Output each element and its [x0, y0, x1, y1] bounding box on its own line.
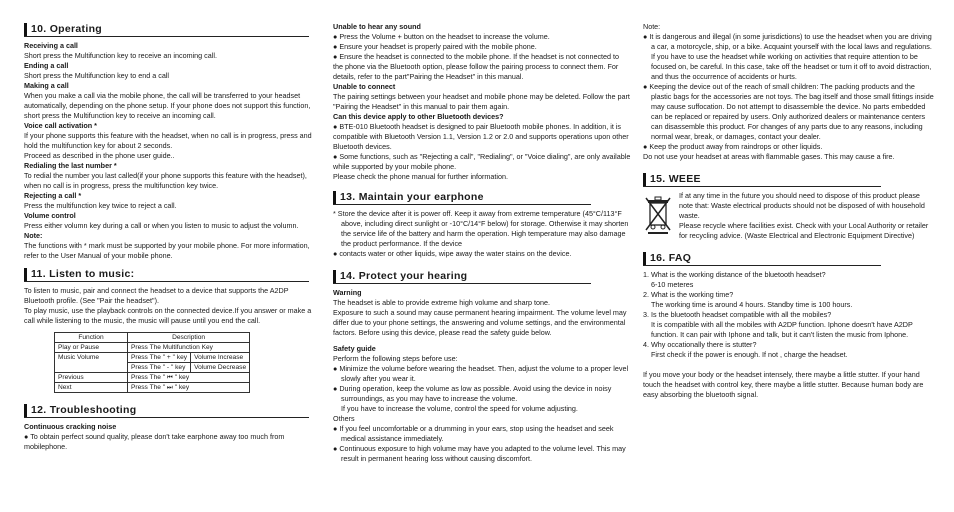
reject-text: Press the multifunction key twice to reject a call. [24, 201, 177, 210]
section-12-header [24, 403, 309, 418]
receiving-text: Short press the Multifunction key to receive an incoming call. [24, 51, 217, 60]
safety-bullet-2: ● During operation, keep the volume as low as possible. Avoid using the device in noisy surroundings, as you may have to increase the volume. [333, 384, 612, 403]
column-1 [24, 22, 319, 452]
safety-text-2: If you have to increase the volume, control the speed for volume adjusting. [341, 404, 578, 413]
faq-question-3: 3. Is the bluetooth headset compatible with all the mobiles? [643, 310, 832, 319]
receiving-heading: Receiving a call [24, 41, 78, 50]
weee-text-1: If at any time in the future you should need to dispose of this product please note that: Waste electrical products should not be disposed of with household waste. [679, 191, 925, 220]
volume-heading: Volume control [24, 211, 76, 220]
note-bullet-1: ● It is dangerous and illegal (in some jurisdictions) to use the headset when you are driving a car, a motorcycle, ship, or a bike. Acquaint yourself with the local laws and regulations. If you have to use the headset while working on activities that require attention to be focused on, be careful. In this case, take off the headset or turn it off to avoid distraction, and thus the occurrence of accidents or hurts. [643, 32, 932, 81]
note-heading: Note: [643, 22, 661, 31]
section-13-header [333, 190, 591, 205]
others-bullet-1: ● If you feel uncomfortable or a drumming in your ears, stop using the headset and seek medical assistance immediately. [333, 424, 614, 443]
column-3 [643, 22, 935, 400]
table-cell: Volume Decrease [191, 363, 250, 373]
table-cell: Play or Pause [55, 343, 128, 353]
table-cell: Press The " ⏮ " key [128, 373, 250, 383]
maintain-bullet-1: * Store the device after it is power off. Keep it away from extreme temperature (45°C/113°F above, including direct sunlight or -10°C/14°F below) for storage. Otherwise it may shorten the service life of the battery and harm the operation. High temperature may also damage the product performance. If the device [333, 209, 629, 248]
voice-text-2: Proceed as described in the phone user guide.. [24, 151, 175, 160]
faq-answer-3: It is compatible with all the mobiles with A2DP function. Iphone doesn't have A2DP function. It can pair with Iphone and talk, but it can't listen the music from Iphone. [651, 320, 913, 339]
music-text-1: To listen to music, pair and connect the headset to a device that supports the A2DP Bluetooth profile. (See "Pair the headset"). [24, 286, 289, 305]
section-16-header [643, 251, 881, 266]
section-13-title: 13. Maintain your earphone [340, 191, 484, 203]
apply-text: Please check the phone manual for further information. [333, 172, 508, 181]
volume-text: Press either volumn key during a call or when you listen to music to adjust the volumn. [24, 221, 299, 230]
section-14-title: 14. Protect your hearing [340, 270, 468, 282]
apply-bullet-1: ● BTE-010 Bluetooth headset is designed to pair Bluetooth mobile phones. In addition, it is compatible with Bluetooth Version 1.1, Version 1.2 or 2.0 and supports operations upon other Bluetooth devices. [333, 122, 629, 151]
table-cell: Next [55, 383, 128, 393]
maintain-bullet-2: ● contacts water or other liquids, wipe away the water stains on the device. [333, 249, 572, 258]
section-10-header [24, 22, 309, 37]
table-cell: Volume Increase [191, 353, 250, 363]
crack-heading: Continuous cracking noise [24, 422, 117, 431]
safety-text: Perform the following steps before use: [333, 354, 458, 363]
faq-question-1: 1. What is the working distance of the bluetooth headset? [643, 270, 826, 279]
section-14-header [333, 269, 591, 284]
weee-bin-icon [643, 195, 679, 241]
ending-heading: Ending a call [24, 61, 69, 70]
note-bullet-3: ● Keep the product away from raindrops or other liquids. [643, 142, 823, 151]
weee-block [643, 191, 935, 241]
making-heading: Making a call [24, 81, 69, 90]
others-heading: Others [333, 414, 355, 423]
crack-text: ● To obtain perfect sound quality, please don't take earphone away too much from mobilephone. [24, 432, 285, 451]
table-cell: Previous [55, 373, 128, 383]
others-bullet-2: ● Continuous exposure to high volume may have you adapted to the volume level. This may result in permanent hearing loss without causing discomfort. [333, 444, 626, 463]
connect-text: The pairing settings between your headset and mobile phone may be deleted. Follow the part "Pairing the Headset" in this manual to pair them again. [333, 92, 630, 111]
faq-question-4: 4. Why occationally there is stutter? [643, 340, 757, 349]
redial-text: To redial the number you last called(if your phone supports this feature with the headset), when no call is in progress, press the multifunction key twice. [24, 171, 307, 190]
voice-text: If your phone supports this feature with the headset, when no call is in progress, press and hold the multifunction key for about 2 seconds. [24, 131, 312, 150]
safety-heading: Safety guide [333, 344, 376, 353]
music-text-2: To play music, use the playback controls on the connected device.If you answer or make a call while listening to the music, the music will pause until you end the call. [24, 306, 312, 325]
warning-text-2: Exposure to such a sound may cause permanent hearing impairment. The volume level may differ due to your phone settings, the answering and volume settings, and the environmental factors. Before using this device, please read the safety guide below. [333, 308, 627, 337]
table-header: Function [55, 333, 128, 343]
warning-heading: Warning [333, 288, 362, 297]
faq-closing-text: If you move your body or the headset intensely, there maybe a little stutter. If your hand touch the headset with control key, there maybe a little stutter. Because human body are easy absorbing the bluetooth signal. [643, 370, 924, 399]
apply-bullet-2: ● Some functions, such as "Rejecting a call", "Redialing", or "Voice dialing", are only available while supported by your mobile phone. [333, 152, 631, 171]
faq-answer-2: The working time is around 4 hours. Standby time is 100 hours. [651, 300, 853, 309]
safety-bullet-1: ● Minimize the volume before wearing the headset. Then, adjust the volume to a proper level slowly after you wear it. [333, 364, 629, 383]
table-cell: Press The Multifunction Key [128, 343, 250, 353]
section-15-header [643, 172, 881, 187]
warning-text-1: The headset is able to provide extreme high volume and sharp tone. [333, 298, 550, 307]
apply-heading: Can this device apply to other Bluetooth devices? [333, 112, 504, 121]
table-cell: Music Volume [55, 353, 128, 373]
connect-heading: Unable to connect [333, 82, 396, 91]
table-header: Description [128, 333, 250, 343]
ending-text: Short press the Multifunction key to end a call [24, 71, 170, 80]
section-10-title: 10. Operating [31, 23, 103, 35]
section-11-header [24, 267, 309, 282]
note-bullet-2: ● Keeping the device out of the reach of small children: The packing products and the plastic bags for the accessories are not toys. The bag itself and those small fittings inside may cause suffocation. Do not attempt to disassemble the device. No parts embedded can be replaced or repaired by users. Only authorized dealers or maintenance centers can disassemble this product. For changes of any parts due to any reasons, including normal wear, break, or damages, contact your dealer. [643, 82, 934, 141]
faq-question-2: 2. What is the working time? [643, 290, 734, 299]
column-2 [333, 22, 631, 464]
section-16-title: 16. FAQ [650, 252, 692, 264]
unable-bullet-2: ● Ensure your headset is properly paired with the mobile phone. [333, 42, 537, 51]
note-text: Do not use your headset at areas with flammable gases. This may cause a fire. [643, 152, 895, 161]
music-controls-table [54, 332, 250, 393]
redial-heading: Redialing the last number * [24, 161, 117, 170]
making-text: When you make a call via the mobile phone, the call will be transferred to your headset automatically, depending on the phone setup. If your phone does not support this function, short press the Multifunction key to receive an incoming call. [24, 91, 311, 120]
table-header-row [55, 333, 250, 343]
table-row [55, 383, 250, 393]
section-15-title: 15. WEEE [650, 173, 701, 185]
section-11-title: 11. Listen to music: [31, 268, 135, 280]
faq-answer-1: 6-10 meteres [651, 280, 694, 289]
table-row [55, 343, 250, 353]
unable-bullet-1: ● Press the Volume + button on the headset to increase the volume. [333, 32, 550, 41]
table-cell: Press The " - " key [128, 363, 191, 373]
unable-bullet-3: ● Ensure the headset is connected to the mobile phone. If the headset is not connected to the phone via the Bluetooth option, please follow the pairing process to connect them. For details, refer to the part"Pairing the Headset" in this manual. [333, 52, 620, 81]
unable-heading: Unable to hear any sound [333, 22, 421, 31]
table-cell: Press The " + " key [128, 353, 191, 363]
note-heading: Note: [24, 231, 43, 240]
faq-answer-4: First check if the power is enough. If not , charge the headset. [651, 350, 848, 359]
table-row [55, 373, 250, 383]
note-text: The functions with * mark must be supported by your mobile phone. For more information, refer to the User Manual of your mobile phone. [24, 241, 310, 260]
voice-heading: Voice call activation * [24, 121, 97, 130]
table-row [55, 353, 250, 363]
section-12-title: 12. Troubleshooting [31, 404, 137, 416]
reject-heading: Rejecting a call * [24, 191, 82, 200]
weee-text-2: Please recycle where facilities exist. Check with your Local Authority or retailer for recycling advice. (Waste Electrical and Electronic Equipment Directive) [679, 221, 929, 240]
table-cell: Press The " ⏭ " key [128, 383, 250, 393]
